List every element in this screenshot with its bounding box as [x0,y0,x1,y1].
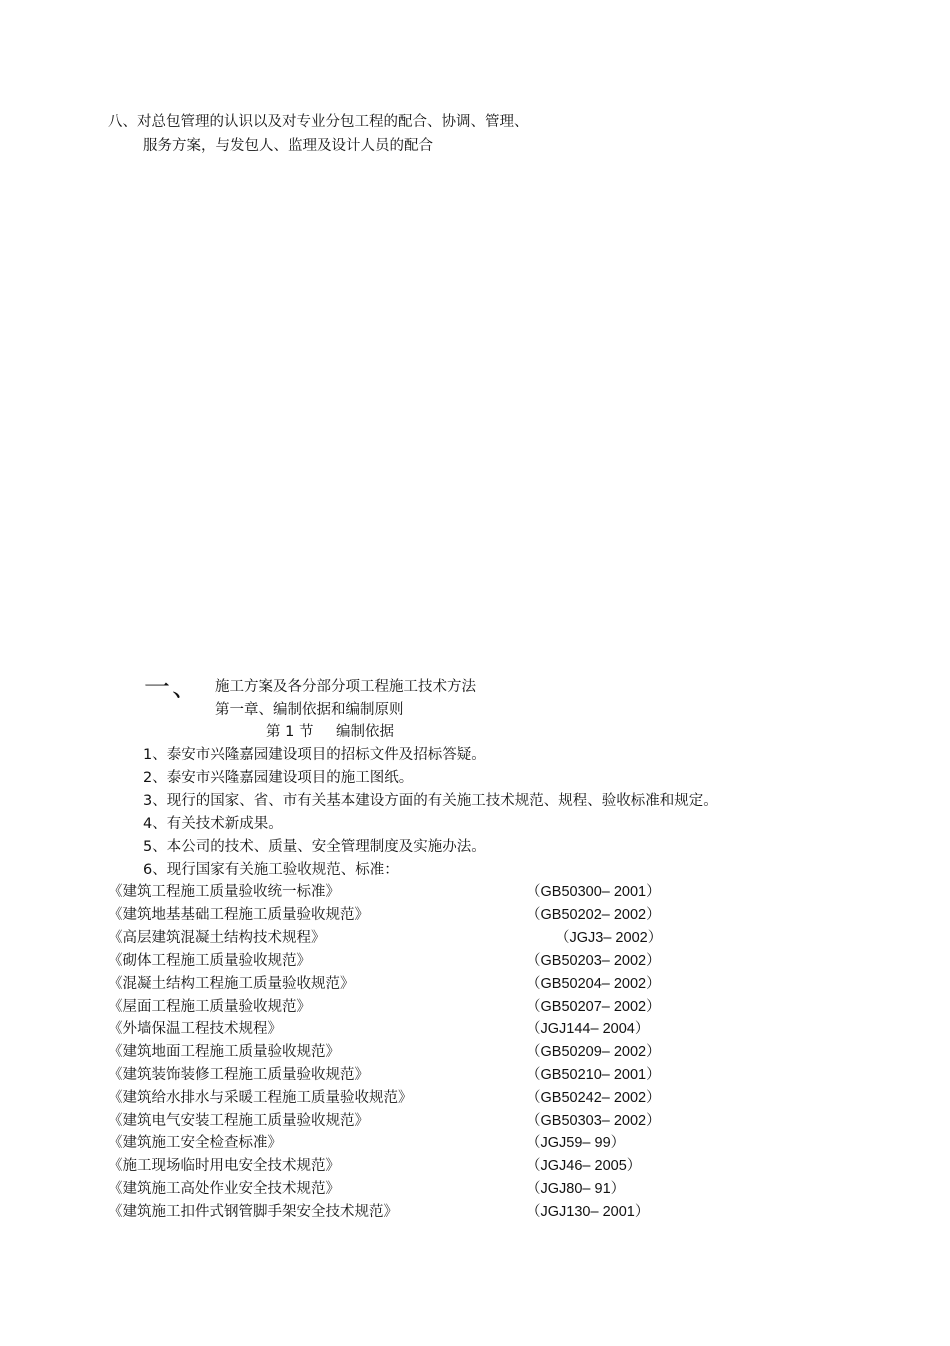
standard-code: （GB50300– 2001） [526,884,661,900]
standard-name: 《建筑给水排水与采暖工程施工质量验收规范》 [108,1090,413,1106]
standard-name: 《砌体工程施工质量验收规范》 [108,953,311,969]
standard-name: 《建筑施工安全检查标准》 [108,1135,282,1151]
standard-code: （JGJ80– 91） [526,1181,626,1197]
standard-code: （GB50204– 2002） [526,976,661,992]
basis-item: 2、泰安市兴隆嘉园建设项目的施工图纸。 [143,770,414,786]
standard-name: 《高层建筑混凝土结构技术规程》 [108,930,326,946]
standard-name: 《建筑装饰装修工程施工质量验收规范》 [108,1067,369,1083]
standard-code: （GB50210– 2001） [526,1067,661,1083]
standard-code: （JGJ3– 2002） [555,930,663,946]
section-title: 编制依据 [336,724,394,740]
standard-code: （JGJ144– 2004） [526,1021,650,1037]
standard-code: （GB50207– 2002） [526,999,661,1015]
basis-item: 1、泰安市兴隆嘉园建设项目的招标文件及招标答疑。 [143,747,486,763]
standard-name: 《建筑施工扣件式钢管脚手架安全技术规范》 [108,1204,398,1220]
standard-code: （JGJ46– 2005） [526,1158,642,1174]
standard-name: 《建筑施工高处作业安全技术规范》 [108,1181,340,1197]
standard-name: 《建筑工程施工质量验收统一标准》 [108,884,340,900]
standard-name: 《建筑地面工程施工质量验收规范》 [108,1044,340,1060]
standard-name: 《外墙保温工程技术规程》 [108,1021,282,1037]
standard-name: 《建筑电气安装工程施工质量验收规范》 [108,1113,369,1129]
section-label: 第 1 节 [266,724,314,740]
standard-code: （GB50303– 2002） [526,1113,661,1129]
basis-item: 3、现行的国家、省、市有关基本建设方面的有关施工技术规范、规程、验收标准和规定。 [143,793,718,809]
section-eight-heading-line1: 八、对总包管理的认识以及对专业分包工程的配合、协调、管理、 [108,114,529,130]
section-one-numeral: 一、 [144,673,201,703]
basis-item: 6、现行国家有关施工验收规范、标准： [143,862,399,878]
standard-code: （JGJ130– 2001） [526,1204,650,1220]
standard-code: （GB50203– 2002） [526,953,661,969]
standard-code: （GB50202– 2002） [526,907,661,923]
standard-name: 《混凝土结构工程施工质量验收规范》 [108,976,355,992]
standard-name: 《施工现场临时用电安全技术规范》 [108,1158,340,1174]
basis-item: 5、本公司的技术、质量、安全管理制度及实施办法。 [143,839,486,855]
standard-name: 《屋面工程施工质量验收规范》 [108,999,311,1015]
section-eight-heading-line2: 服务方案，与发包人、监理及设计人员的配合 [143,138,433,154]
standard-code: （GB50242– 2002） [526,1090,661,1106]
standard-code: （JGJ59– 99） [526,1135,626,1151]
standard-code: （GB50209– 2002） [526,1044,661,1060]
standard-name: 《建筑地基基础工程施工质量验收规范》 [108,907,369,923]
chapter-title: 第一章、编制依据和编制原则 [215,702,404,718]
basis-item: 4、有关技术新成果。 [143,816,283,832]
section-one-title: 施工方案及各分部分项工程施工技术方法 [215,679,476,695]
